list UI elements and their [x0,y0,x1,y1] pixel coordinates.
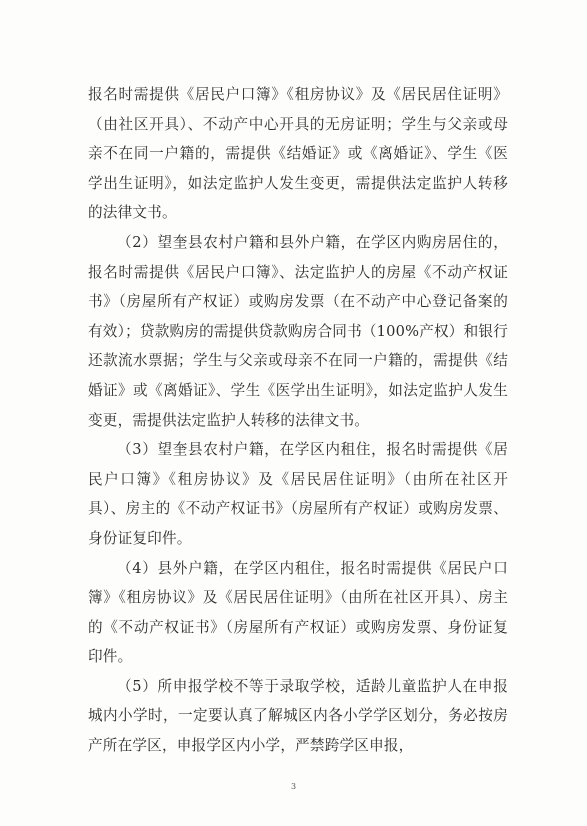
document-body [88,80,508,761]
paragraph-item-3: （3）望奎县农村户籍，在学区内租住，报名时需提供《居民户口簿》《租房协议》及《居民居住证明》（由所在社区开具）、房主的《不动产权证书》（房屋所有产权证）或购房发票、身份证复印件。 [88,441,508,547]
paragraph-item-2: （2）望奎县农村户籍和县外户籍，在学区内购房居住的，报名时需提供《居民户口簿》、法定监护人的房屋《不动产权证书》（房屋所有产权证）或购房发票（在不动产中心登记备案的有效）；贷款购房的需提供贷款购房合同书（100%产权）和银行还款流水票据；学生与父亲或母亲不在同一户籍的，需提供《结婚证》或《离婚证》、学生《医学出生证明》，如法定监护人发生变更，需提供法定监护人转移的法律文书。 [88,233,508,429]
paragraph-continuation: 报名时需提供《居民户口簿》《租房协议》及《居民居住证明》（由社区开具）、不动产中心开具的无房证明；学生与父亲或母亲不在同一户籍的，需提供《结婚证》或《离婚证》、学生《医学出生证明》，如法定监护人发生变更，需提供法定监护人转移的法律文书。 [88,86,508,222]
paragraph-item-4: （4）县外户籍，在学区内租住，报名时需提供《居民户口簿》《租房协议》及《居民居住证明》（由所在社区开具）、房主的《不动产权证书》（房屋所有产权证）或购房发票、身份证复印件。 [88,559,508,666]
paragraph-item-5: （5）所申报学校不等于录取学校，适龄儿童监护人在申报城内小学时，一定要认真了解城区内各小学学区划分，务必按房产所在学区，申报学区内小学，严禁跨学区申报， [88,677,508,755]
page-number: 3 [290,782,297,791]
